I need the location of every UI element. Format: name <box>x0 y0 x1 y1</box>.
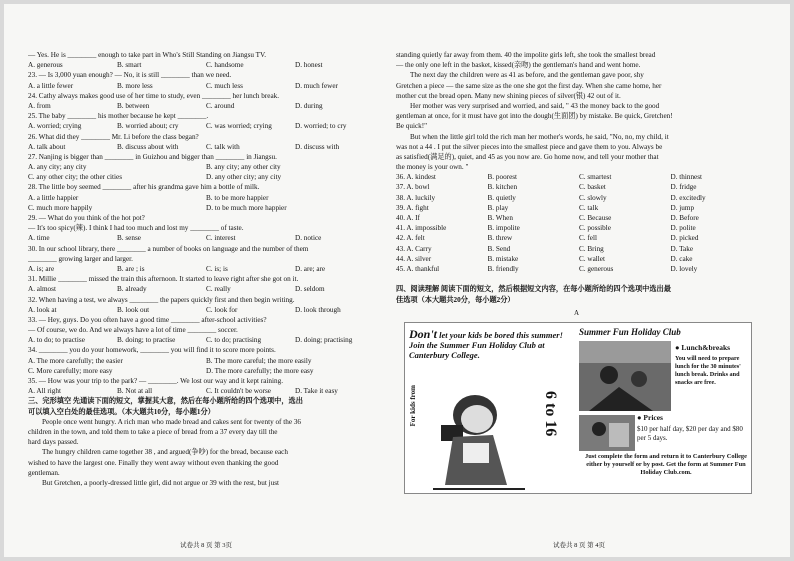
answer-options-row <box>396 182 762 192</box>
answer-option: B. already <box>117 285 147 294</box>
page-3-footer: 试卷共 8 页 第 3页 <box>180 542 232 549</box>
answer-option: A. generous <box>28 61 63 70</box>
section-heading: 三、完形填空 先通读下面的短文，掌握其大意，然后在每小题所给的四个选项中，选出 <box>28 397 303 406</box>
answer-option: C. wallet <box>579 254 605 263</box>
answer-options-row <box>28 386 384 396</box>
exam-sheet <box>4 4 790 557</box>
text-line: was not a 44 . I put the silver pieces into the smallest piece and gave them to you. Always be <box>396 142 663 151</box>
answer-option: D. jump <box>670 203 695 212</box>
text-line: the money is your own. " <box>396 163 469 172</box>
answer-option: D. The more carefully; the more easy <box>206 366 314 375</box>
answer-option: B. The more careful; the more easily <box>206 356 312 365</box>
answer-options-row <box>28 121 384 131</box>
answer-option: C. to do; practising <box>206 336 262 345</box>
answer-option: C. was worried; crying <box>206 122 272 131</box>
answer-options-row <box>396 264 762 274</box>
answer-options-row <box>28 101 384 111</box>
answer-option: A. The more carefully; the easier <box>28 356 123 365</box>
answer-option: D. during <box>295 101 323 110</box>
text-line: 29. — What do you think of the hot pot? <box>28 214 145 222</box>
answer-options-row <box>28 264 384 274</box>
answer-option: B. friendly <box>487 264 519 273</box>
answer-option: A. a little fewer <box>28 81 74 90</box>
poster-vertical-text: For kids from <box>409 385 417 427</box>
page-4-footer: 试卷共 8 页 第 4页 <box>553 542 605 549</box>
text-line: — Yes. He is ________ enough to take part in Who's Still Standing on Jiangsu TV. <box>28 51 267 59</box>
answer-option: D. worried; to cry <box>295 122 347 131</box>
summer-club-poster <box>404 322 752 494</box>
answer-options-row <box>28 305 384 315</box>
page-3-column <box>28 4 384 557</box>
answer-option: C. any other city; the other cities <box>28 173 123 182</box>
answer-options-row <box>28 172 384 182</box>
text-line <box>396 274 762 284</box>
poster-ages: 6 to 16 <box>542 391 559 437</box>
answer-option: B. threw <box>487 234 513 243</box>
answer-option: C. generous <box>579 264 614 273</box>
answer-option: D. any other city; any city <box>206 173 282 182</box>
text-line: 31. Millie ________ missed the train this afternoon. It started to leave right after she got on it. <box>28 275 299 284</box>
answer-options-row <box>28 162 384 172</box>
answer-options-row <box>396 223 762 233</box>
answer-option: C. Bring <box>579 244 604 253</box>
answer-option: B. look out <box>117 305 150 314</box>
answer-option: A. talk about <box>28 142 66 151</box>
poster-right-panel <box>577 323 752 494</box>
answer-option: B. discuss about with <box>117 142 179 151</box>
poster-join-text: Just complete the form and return it to Canterbury College either by yourself or by post. Get the form at Summer Fun Holiday Club.com. <box>585 453 747 476</box>
answer-option: C. More carefully; more easy <box>28 366 113 375</box>
answer-option: C. much more happily <box>28 203 93 212</box>
answer-option: B. are ; is <box>117 264 145 273</box>
answer-options-row <box>396 203 762 213</box>
answer-option: A. to do; to practise <box>28 336 85 345</box>
text-line: 32. When having a test, we always ________ the papers quickly first and then begin writing. <box>28 295 295 304</box>
text-line: 28. The little boy seemed ________ after his grandma gave him a bottle of milk. <box>28 183 260 192</box>
answer-option: A. a little happier <box>28 193 79 202</box>
text-line: People once went hungry. A rich man who made bread and cakes sent for twenty of the 36 <box>42 417 302 426</box>
answer-option: A. look at <box>28 305 57 314</box>
answer-option: B. sense <box>117 234 141 243</box>
section-heading: 可以填入空白处的最佳选项。（本大题共10分，每小题1分） <box>28 407 215 416</box>
answer-options-row <box>28 142 384 152</box>
text-line: 27. Nanjing is bigger than ________ in Guizhou and bigger than ________ in Jiangsu. <box>28 152 277 161</box>
answer-option: D. cake <box>670 254 693 263</box>
poster-club-title: Summer Fun Holiday Club <box>579 327 681 337</box>
answer-option: C. fell <box>579 234 597 243</box>
text-line: Her mother was very surprised and worried, and said, " 43 the money back to the good <box>410 101 660 110</box>
text-line: children in the town, and told them to take a piece of bread from a 37 every day till the <box>28 427 278 436</box>
answer-option: D. polite <box>670 224 696 233</box>
answer-option: A. worried; crying <box>28 122 82 131</box>
text-line: gentleman. <box>28 468 60 477</box>
answer-option: B. doing; to practise <box>117 336 176 345</box>
text-line: Be quick!" <box>396 122 428 131</box>
answer-option: D. much fewer <box>295 81 338 90</box>
text-line: But when the little girl told the rich man her mother's words, he said, "No, no, my child, it <box>410 132 669 141</box>
answer-option: B. Send <box>487 244 511 253</box>
answer-option: B. Not at all <box>117 387 153 396</box>
answer-options-row <box>28 335 384 345</box>
answer-option: C. interest <box>206 234 236 243</box>
answer-option: C. basket <box>579 183 606 192</box>
answer-option: B. impolite <box>487 224 520 233</box>
page-4-column <box>396 4 762 557</box>
boy-photo-illustration <box>423 385 535 491</box>
answer-option: A. almost <box>28 285 56 294</box>
answer-option: C. It couldn't be worse <box>206 387 271 396</box>
poster-lunch-text: You will need to prepare lunch for the 30 minutes' lunch break. Drinks and snacks are free. <box>675 355 741 386</box>
section-heading: 四、阅读理解 阅读下面的短文，然后根据短文内容，在每小题所给的四个选项中选出最 <box>396 285 671 294</box>
answer-option: D. notice <box>295 234 322 243</box>
answer-option: C. much less <box>206 81 243 90</box>
text-line: 25. The baby ________ his mother because he kept ________. <box>28 112 209 121</box>
answer-option: 39. A. fight <box>396 203 429 212</box>
answer-options-row <box>28 284 384 294</box>
answer-option: D. thinnest <box>670 173 703 182</box>
poster-prices-heading: ● Prices <box>637 413 663 422</box>
answer-option: A. any city; any city <box>28 163 87 172</box>
answer-options-row <box>396 213 762 223</box>
answer-option: 40. A. If <box>396 214 420 222</box>
answer-option: B. more less <box>117 81 153 90</box>
answer-option: B. quietly <box>487 193 516 202</box>
answer-option: D. seldom <box>295 285 325 294</box>
text-line: Gretchen a piece — the same size as the one she got the first day. When she came home, her <box>396 81 662 90</box>
answer-option: A. is; are <box>28 264 55 273</box>
answer-options-row <box>28 60 384 70</box>
poster-headline <box>409 329 569 360</box>
text-line: 33. — Hey, guys. Do you often have a good time ________ after-school activities? <box>28 315 267 324</box>
text-line: — the only one left in the basket, kissed(亲吻) the gentleman's hand and went home. <box>396 61 641 70</box>
answer-options-row <box>28 81 384 91</box>
answer-option: D. doing; practising <box>295 336 353 345</box>
answer-option: B. mistake <box>487 254 519 263</box>
answer-option: B. kitchen <box>487 183 518 192</box>
answer-option: B. play <box>487 203 509 212</box>
answer-option: 43. A. Carry <box>396 244 432 253</box>
poster-left-panel <box>405 323 575 494</box>
answer-option: B. worried about; cry <box>117 122 179 131</box>
text-line: gentleman at once, for it must have got into the dough(生面团) by mistake. Be quick, Gretchen! <box>396 112 673 121</box>
answer-option: D. excitedly <box>670 193 706 202</box>
answer-option: C. smartest <box>579 173 612 182</box>
answer-option: A. All right <box>28 387 61 396</box>
passage-a-label: A <box>574 309 580 317</box>
text-line: as satisfied(满足的), quiet, and 45 as you now are. Go home now, and tell your mother that <box>396 152 659 161</box>
text-line: ________ growing larger and larger. <box>28 254 133 263</box>
poster-headline-rest: let your kids be bored this summer! Join the Summer Fun Holiday Club at Canterbury College. <box>409 330 563 360</box>
answer-option: D. fridge <box>670 183 697 192</box>
answer-option: C. talk <box>579 203 599 212</box>
text-line: — It's too spicy(辣). I think I had too much and lost my ________ of taste. <box>28 224 244 233</box>
answer-option: D. lovely <box>670 264 698 273</box>
page-3-text <box>28 50 384 488</box>
answer-option: 37. A. bowl <box>396 183 430 192</box>
answer-option: C. Because <box>579 214 612 222</box>
answer-option: D. look through <box>295 305 341 314</box>
answer-option: C. slowly <box>579 193 607 202</box>
text-line: 23. — Is 3,000 yuan enough? — No, it is still ________ than we need. <box>28 71 232 80</box>
answer-option: B. poorest <box>487 173 518 182</box>
answer-options-row <box>28 356 384 366</box>
text-line: 34. ________ you do your homework, ________ you will find it to score more points. <box>28 346 276 355</box>
answer-option: 42. A. felt <box>396 234 425 243</box>
answer-option: B. smart <box>117 61 142 70</box>
answer-option: C. is; is <box>206 264 228 273</box>
poster-prices-text: $10 per half day, $20 per day and $80 per 5 days. <box>637 425 743 442</box>
answer-option: B. any city; any other city <box>206 163 281 172</box>
text-line: hard days passed. <box>28 438 79 447</box>
text-line: standing quietly far away from them. 40 the impolite girls left, she took the smallest bread <box>396 51 656 59</box>
answer-option: 44. A. silver <box>396 254 432 263</box>
answer-option: D. honest <box>295 61 323 70</box>
answer-options-row <box>396 254 762 264</box>
answer-options-row <box>28 193 384 203</box>
answer-option: B. to be more happier <box>206 193 269 202</box>
answer-option: D. Take it easy <box>295 387 338 396</box>
answer-option: 45. A. thankful <box>396 264 440 273</box>
text-line: 26. What did they ________ Mr. Li before the class began? <box>28 132 199 141</box>
answer-option: D. Before <box>670 214 699 222</box>
poster-headline-dont: Don't <box>409 327 438 341</box>
answer-option: 36. A. kindest <box>396 173 436 182</box>
answer-option: 41. A. impossible <box>396 224 447 233</box>
answer-option: D. discuss with <box>295 142 340 151</box>
text-line: — Of course, we do. And we always have a lot of time ________ soccer. <box>28 326 238 335</box>
text-line: 30. In our school library, there ________ a number of books on language and the number of them <box>28 244 309 253</box>
answer-options-row <box>396 233 762 243</box>
poster-lunch-heading: ● Lunch&breaks <box>675 343 731 352</box>
answer-option: B. between <box>117 101 150 110</box>
kids-outdoor-photo <box>579 341 671 411</box>
answer-options-row <box>28 366 384 376</box>
answer-option: C. handsome <box>206 61 244 70</box>
text-line: mother cut the bread open. Many new shining pieces of silver(银) 42 out of it. <box>396 91 621 100</box>
answer-option: D. picked <box>670 234 699 243</box>
answer-option: C. really <box>206 285 231 294</box>
answer-option: 38. A. luckily <box>396 193 436 202</box>
answer-options-row <box>396 193 762 203</box>
answer-option: C. possible <box>579 224 611 233</box>
answer-option: A. time <box>28 234 50 243</box>
text-line: The next day the children were as 41 as before, and the gentleman gave poor, shy <box>410 71 644 80</box>
answer-option: C. look for <box>206 305 238 314</box>
answer-options-row <box>396 244 762 254</box>
text-line: The hungry children came together 38 , and argued(争吵) for the bread, because each <box>42 448 288 457</box>
text-line: 35. — How was your trip to the park? — ________. We lost our way and it kept raining. <box>28 377 284 385</box>
text-line: But Gretchen, a poorly-dressed little girl, did not argue or 39 with the rest, but just <box>42 478 280 487</box>
text-line: wished to have the largest one. Finally they went away without even thanking the good <box>28 458 279 467</box>
answer-options-row <box>396 172 762 182</box>
answer-option: C. talk with <box>206 142 240 151</box>
answer-option: B. When <box>487 214 513 222</box>
answer-option: D. are; are <box>295 264 326 273</box>
section-heading: 佳选项（本大题共20分，每小题2分） <box>396 295 515 304</box>
page-4-text <box>396 50 762 305</box>
child-painting-photo <box>579 415 635 451</box>
answer-options-row <box>28 233 384 243</box>
answer-option: D. to be much more happier <box>206 203 287 212</box>
answer-options-row <box>28 203 384 213</box>
text-line: 24. Cathy always makes good use of her time to study, even ________ her lunch break. <box>28 91 280 100</box>
answer-option: A. from <box>28 101 51 110</box>
answer-option: C. around <box>206 101 235 110</box>
answer-option: D. Take <box>670 244 694 253</box>
